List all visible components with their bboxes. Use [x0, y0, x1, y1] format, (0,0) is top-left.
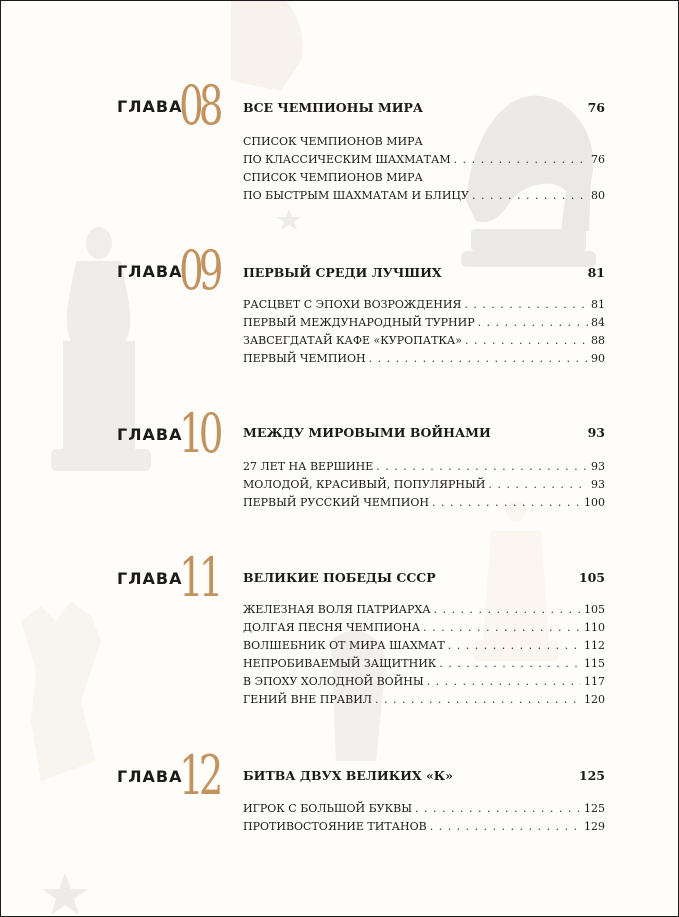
dot-leader	[427, 675, 581, 688]
chapter-page[interactable]: 125	[578, 768, 605, 783]
toc-entry[interactable]	[243, 639, 605, 657]
entries-list	[243, 603, 605, 711]
toc-entry[interactable]	[243, 171, 605, 189]
toc-entry[interactable]	[243, 820, 605, 838]
entry-title: РАСЦВЕТ С ЭПОХИ ВОЗРОЖДЕНИЯ	[243, 298, 462, 311]
toc-entry[interactable]	[243, 693, 605, 711]
entry-title: НЕПРОБИВАЕМЫЙ ЗАЩИТНИК	[243, 657, 437, 670]
toc-entry[interactable]	[243, 496, 605, 514]
chapter-number: 09	[179, 239, 219, 302]
toc-entry[interactable]	[243, 802, 605, 820]
entry-page: 81	[591, 298, 605, 311]
entry-page: 110	[584, 621, 605, 634]
dot-leader	[369, 352, 588, 365]
entry-page: 84	[591, 316, 605, 329]
chapter-label: ГЛАВА	[117, 569, 183, 588]
entry-title: СПИСОК ЧЕМПИОНОВ МИРА	[243, 135, 423, 148]
chapter-number: 12	[179, 744, 219, 807]
entries-list	[243, 135, 605, 207]
dot-leader	[448, 639, 581, 652]
chapter-label: ГЛАВА	[117, 97, 183, 116]
chapter-number: 11	[179, 546, 219, 609]
dot-leader	[465, 334, 588, 347]
dot-leader	[415, 802, 581, 815]
entry-page: 76	[591, 153, 605, 166]
chapter-label: ГЛАВА	[117, 767, 183, 786]
chapter-title[interactable]: ВСЕ ЧЕМПИОНЫ МИРА	[243, 100, 424, 115]
entries-list	[243, 460, 605, 514]
chapter-title[interactable]: ПЕРВЫЙ СРЕДИ ЛУЧШИХ	[243, 265, 442, 280]
entry-page: 117	[584, 675, 605, 688]
dot-leader	[464, 298, 588, 311]
entry-title: В ЭПОХУ ХОЛОДНОЙ ВОЙНЫ	[243, 675, 424, 688]
entry-page: 112	[584, 639, 605, 652]
entry-page: 88	[591, 334, 605, 347]
chapter-title[interactable]: ВЕЛИКИЕ ПОБЕДЫ СССР	[243, 570, 436, 585]
dot-leader	[423, 621, 581, 634]
dot-leader	[376, 460, 588, 473]
chapter-page[interactable]: 76	[587, 100, 605, 115]
entry-page: 93	[591, 460, 605, 473]
entry-title: ПЕРВЫЙ МЕЖДУНАРОДНЫЙ ТУРНИР	[243, 316, 475, 329]
entry-title: ГЕНИЙ ВНЕ ПРАВИЛ	[243, 693, 372, 706]
entry-page: 105	[584, 603, 605, 616]
entry-page: 115	[584, 657, 605, 670]
entry-page: 80	[591, 189, 605, 202]
toc-entry[interactable]	[243, 153, 605, 171]
entry-title: СПИСОК ЧЕМПИОНОВ МИРА	[243, 171, 423, 184]
toc-entry[interactable]	[243, 135, 605, 153]
toc-entry[interactable]	[243, 621, 605, 639]
dot-leader	[430, 820, 581, 833]
dot-leader	[434, 603, 581, 616]
toc-entry[interactable]	[243, 298, 605, 316]
entry-page: 125	[584, 802, 605, 815]
dot-leader	[454, 153, 588, 166]
entry-title: ВОЛШЕБНИК ОТ МИРА ШАХМАТ	[243, 639, 445, 652]
entry-page: 93	[591, 478, 605, 491]
entries-list	[243, 802, 605, 838]
entry-title: ДОЛГАЯ ПЕСНЯ ЧЕМПИОНА	[243, 621, 421, 634]
dot-leader	[488, 478, 588, 491]
entry-title: ПО БЫСТРЫМ ШАХМАТАМ И БЛИЦУ	[243, 189, 469, 202]
toc-entry[interactable]	[243, 460, 605, 478]
entry-page: 90	[591, 352, 605, 365]
knight-icon-top	[231, 1, 303, 91]
entry-title: ЖЕЛЕЗНАЯ ВОЛЯ ПАТРИАРХА	[243, 603, 431, 616]
chapter-number: 10	[179, 402, 219, 465]
entry-title: ПРОТИВОСТОЯНИЕ ТИТАНОВ	[243, 820, 427, 833]
entries-list	[243, 298, 605, 370]
entry-page: 100	[584, 496, 605, 509]
toc-entry[interactable]	[243, 189, 605, 207]
chapter-title[interactable]: БИТВА ДВУХ ВЕЛИКИХ «К»	[243, 768, 453, 783]
chapter-title[interactable]: МЕЖДУ МИРОВЫМИ ВОЙНАМИ	[243, 425, 491, 440]
dot-leader	[478, 316, 588, 329]
dot-leader	[472, 189, 588, 202]
toc-entry[interactable]	[243, 352, 605, 370]
entry-title: ПЕРВЫЙ ЧЕМПИОН	[243, 352, 366, 365]
chapter-label: ГЛАВА	[117, 262, 183, 281]
toc-entry[interactable]	[243, 675, 605, 693]
entry-page: 129	[584, 820, 605, 833]
dot-leader	[432, 496, 581, 509]
toc-entry[interactable]	[243, 334, 605, 352]
entry-title: ПЕРВЫЙ РУССКИЙ ЧЕМПИОН	[243, 496, 429, 509]
dot-leader	[375, 693, 581, 706]
entry-title: ПО КЛАССИЧЕСКИМ ШАХМАТАМ	[243, 153, 451, 166]
entry-title: 27 ЛЕТ НА ВЕРШИНЕ	[243, 460, 374, 473]
chapter-number: 08	[179, 74, 219, 137]
entry-title: ИГРОК С БОЛЬШОЙ БУКВЫ	[243, 802, 413, 815]
rook-icon-left	[21, 601, 101, 781]
entry-title: МОЛОДОЙ, КРАСИВЫЙ, ПОПУЛЯРНЫЙ	[243, 478, 486, 491]
entry-page: 120	[584, 693, 605, 706]
chapter-page[interactable]: 93	[587, 425, 605, 440]
chapter-label: ГЛАВА	[117, 425, 183, 444]
chapter-page[interactable]: 105	[578, 570, 605, 585]
toc-entry[interactable]	[243, 316, 605, 334]
toc-entry[interactable]	[243, 603, 605, 621]
chapter-page[interactable]: 81	[587, 265, 605, 280]
toc-entry[interactable]	[243, 657, 605, 675]
toc-entry[interactable]	[243, 478, 605, 496]
dot-leader	[439, 657, 581, 670]
entry-title: ЗАВСЕГДАТАЙ КАФЕ «КУРОПАТКА»	[243, 334, 462, 347]
